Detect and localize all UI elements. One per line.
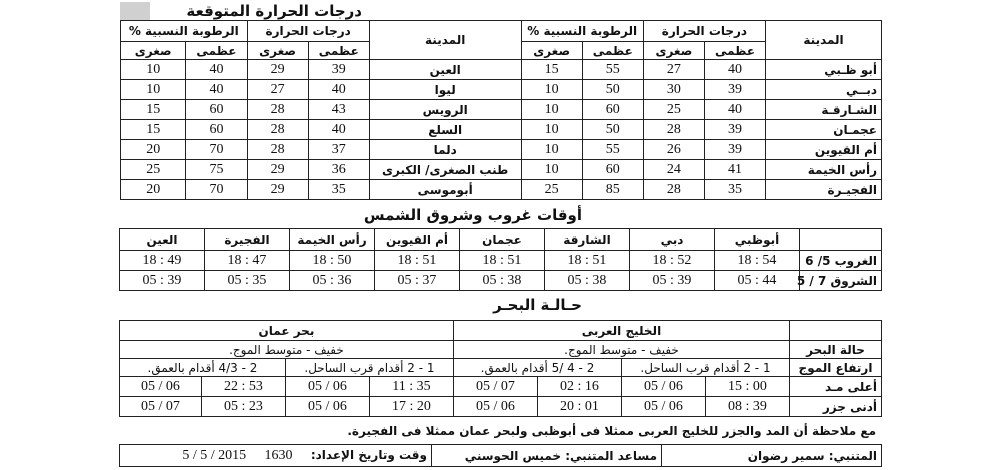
table-row xyxy=(121,80,882,100)
sunset-label: الغروب 5/ 6 xyxy=(800,251,882,271)
weather-bulletin-sheet xyxy=(120,0,882,470)
temp-min: 28 xyxy=(643,120,704,140)
temp-min: 25 xyxy=(643,100,704,120)
humidity-min: 15 xyxy=(521,60,582,80)
temp-min: 24 xyxy=(643,160,704,180)
oman-header: بحر عمان xyxy=(119,321,453,341)
footer-table xyxy=(119,444,882,467)
temp-max: 35 xyxy=(704,180,765,200)
temp-max: 43 xyxy=(308,100,369,120)
temp-max: 39 xyxy=(308,60,369,80)
table-row xyxy=(121,120,882,140)
city-name: العين xyxy=(369,60,521,80)
temp-min: 28 xyxy=(247,100,308,120)
table-row xyxy=(121,100,882,120)
sunrise-time: 05 : 44 xyxy=(715,271,800,291)
sunset-time: 18 : 50 xyxy=(290,251,375,271)
temp-min: 29 xyxy=(247,60,308,80)
sunrise-time: 05 : 35 xyxy=(205,271,290,291)
temp-min: 30 xyxy=(643,80,704,100)
low-tide-value: 05 : 23 xyxy=(201,397,285,417)
low-tide-value: 20 : 01 xyxy=(538,397,622,417)
low-tide-value: 08 : 39 xyxy=(706,397,790,417)
col-min-header: صغرى xyxy=(121,42,186,60)
humidity-max: 70 xyxy=(186,140,247,160)
city-name: أم القيوين xyxy=(766,140,882,160)
city-name: أبو ظـبي xyxy=(766,60,882,80)
sun-city-header: أم القيوين xyxy=(375,229,460,251)
humidity-max: 55 xyxy=(582,60,643,80)
table-row xyxy=(121,160,882,180)
temp-max: 39 xyxy=(704,120,765,140)
humidity-max: 60 xyxy=(582,100,643,120)
temp-min: 29 xyxy=(247,160,308,180)
humidity-max: 40 xyxy=(186,80,247,100)
city-name: دلما xyxy=(369,140,521,160)
high-tide-label: أعلى مـد xyxy=(790,377,882,397)
temp-max: 36 xyxy=(308,160,369,180)
temp-min: 29 xyxy=(247,180,308,200)
gulf-sea-state: خفيف - متوسط الموج. xyxy=(453,341,789,359)
humidity-min: 15 xyxy=(121,120,186,140)
high-tide-value: 11 : 35 xyxy=(369,377,453,397)
sun-times-table xyxy=(119,228,882,291)
temp-min: 28 xyxy=(247,140,308,160)
sea-state-label: حالة البحر xyxy=(790,341,882,359)
issue-time-date xyxy=(120,445,432,467)
sun-city-header: رأس الخيمة xyxy=(290,229,375,251)
humidity-max: 50 xyxy=(582,120,643,140)
humidity-max: 85 xyxy=(582,180,643,200)
city-name: دبــي xyxy=(766,80,882,100)
gulf-header: الخليج العربى xyxy=(453,321,789,341)
humidity-max: 50 xyxy=(582,80,643,100)
sea-state-title: حـالـة البحـر xyxy=(493,296,582,314)
humidity-max: 60 xyxy=(582,160,643,180)
high-tide-value: 05 / 06 xyxy=(119,377,201,397)
header-shade xyxy=(120,2,150,20)
col-min-header: صغرى xyxy=(247,42,308,60)
table-row xyxy=(121,180,882,200)
sunrise-time: 05 : 38 xyxy=(545,271,630,291)
temp-max: 35 xyxy=(308,180,369,200)
col-city-header-right: المدينة xyxy=(766,21,882,60)
wave-height-label: ارتفاع الموج xyxy=(790,359,882,377)
humidity-min: 20 xyxy=(121,140,186,160)
low-tide-value: 17 : 20 xyxy=(369,397,453,417)
low-tide-value: 05 / 06 xyxy=(622,397,706,417)
col-temp-header-right: درجات الحرارة xyxy=(643,21,765,42)
sun-city-header: العين xyxy=(120,229,205,251)
oman-sea-state: خفيف - متوسط الموج. xyxy=(119,341,453,359)
city-name: الرويس xyxy=(369,100,521,120)
temp-min: 28 xyxy=(247,120,308,140)
forecaster-name: المتنبي: سمير رضوان xyxy=(662,445,882,467)
humidity-min: 20 xyxy=(121,180,186,200)
low-tide-value: 05 / 06 xyxy=(285,397,369,417)
city-name: الشـارقـة xyxy=(766,100,882,120)
table-row xyxy=(121,60,882,80)
low-tide-label: أدنى جزر xyxy=(790,397,882,417)
humidity-min: 15 xyxy=(121,100,186,120)
sun-city-header: الشارقة xyxy=(545,229,630,251)
sunset-time: 18 : 47 xyxy=(205,251,290,271)
sunset-time: 18 : 51 xyxy=(545,251,630,271)
sun-city-header: أبوظبي xyxy=(715,229,800,251)
assistant-forecaster-name: مساعد المتنبي: خميس الحوسني xyxy=(432,445,662,467)
temp-max: 41 xyxy=(704,160,765,180)
high-tide-value: 22 : 53 xyxy=(201,377,285,397)
sunrise-time: 05 : 36 xyxy=(290,271,375,291)
humidity-max: 70 xyxy=(186,180,247,200)
high-tide-value: 02 : 16 xyxy=(538,377,622,397)
sun-city-header: الفجيرة xyxy=(205,229,290,251)
col-max-header: عظمى xyxy=(704,42,765,60)
col-humidity-header-right: الرطوبة النسبية % xyxy=(521,21,643,42)
humidity-min: 25 xyxy=(521,180,582,200)
humidity-min: 10 xyxy=(521,100,582,120)
sunset-time: 18 : 51 xyxy=(460,251,545,271)
temp-max: 39 xyxy=(704,80,765,100)
humidity-max: 60 xyxy=(186,100,247,120)
sunset-time: 18 : 51 xyxy=(375,251,460,271)
sunrise-time: 05 : 39 xyxy=(630,271,715,291)
low-tide-value: 05 / 06 xyxy=(453,397,537,417)
humidity-min: 10 xyxy=(521,140,582,160)
high-tide-value: 05 / 07 xyxy=(453,377,537,397)
city-name: أبوموسى xyxy=(369,180,521,200)
temp-min: 28 xyxy=(643,180,704,200)
temp-min: 27 xyxy=(247,80,308,100)
col-max-header: عظمى xyxy=(308,42,369,60)
high-tide-value: 05 / 06 xyxy=(285,377,369,397)
gulf-wave-deep: 2 - 4 /5 أقدام بالعمق. xyxy=(453,359,621,377)
city-name: عجمـان xyxy=(766,120,882,140)
temp-max: 37 xyxy=(308,140,369,160)
issue-time: 1630 xyxy=(264,447,293,463)
temp-max: 40 xyxy=(704,60,765,80)
humidity-max: 75 xyxy=(186,160,247,180)
city-name: ليوا xyxy=(369,80,521,100)
sunset-time: 18 : 54 xyxy=(715,251,800,271)
col-min-header: صغرى xyxy=(643,42,704,60)
sun-times-title: أوقات غروب وشروق الشمس xyxy=(363,206,582,224)
city-name: طنب الصغرى/ الكبرى xyxy=(369,160,521,180)
sun-city-header: عجمان xyxy=(460,229,545,251)
table-row xyxy=(121,140,882,160)
issue-label: وقت وتاريخ الإعداد: xyxy=(310,447,427,462)
col-max-header: عظمى xyxy=(582,42,643,60)
humidity-max: 40 xyxy=(186,60,247,80)
sunrise-time: 05 : 37 xyxy=(375,271,460,291)
sun-city-header: دبي xyxy=(630,229,715,251)
high-tide-value: 05 / 06 xyxy=(622,377,706,397)
temp-min: 26 xyxy=(643,140,704,160)
tide-note: مع ملاحظة أن المد والجزر للخليج العربى ممثلا فى أبوظبى ولبحر عمان ممثلا فى الفجيرة. xyxy=(347,424,876,438)
humidity-max: 55 xyxy=(582,140,643,160)
temp-max: 40 xyxy=(308,120,369,140)
humidity-min: 25 xyxy=(121,160,186,180)
col-min-header: صغرى xyxy=(521,42,582,60)
temp-max: 39 xyxy=(704,140,765,160)
gulf-wave-near: 1 - 2 أقدام قرب الساحل. xyxy=(622,359,790,377)
col-city-header-left: المدينة xyxy=(369,21,521,60)
humidity-max: 60 xyxy=(186,120,247,140)
sunrise-time: 05 : 39 xyxy=(120,271,205,291)
sea-state-table xyxy=(119,320,882,417)
temp-max: 40 xyxy=(704,100,765,120)
sun-corner-cell xyxy=(800,229,882,251)
city-name: رأس الخيمة xyxy=(766,160,882,180)
humidity-min: 10 xyxy=(521,80,582,100)
humidity-min: 10 xyxy=(521,120,582,140)
low-tide-value: 05 / 07 xyxy=(119,397,201,417)
col-max-header: عظمى xyxy=(186,42,247,60)
sunset-time: 18 : 49 xyxy=(120,251,205,271)
sunset-time: 18 : 52 xyxy=(630,251,715,271)
oman-wave-near: 1 - 2 أقدام قرب الساحل. xyxy=(285,359,453,377)
temp-min: 27 xyxy=(643,60,704,80)
sunrise-time: 05 : 38 xyxy=(460,271,545,291)
high-tide-value: 15 : 00 xyxy=(706,377,790,397)
city-name: الفجيـرة xyxy=(766,180,882,200)
humidity-min: 10 xyxy=(121,60,186,80)
col-temp-header-left: درجات الحرارة xyxy=(247,21,369,42)
temperatures-title: درجات الحرارة المتوقعة xyxy=(186,2,362,20)
humidity-min: 10 xyxy=(121,80,186,100)
temperatures-table xyxy=(120,20,882,200)
issue-date: 2015 / 5 / 5 xyxy=(182,447,247,463)
humidity-min: 10 xyxy=(521,160,582,180)
sea-corner-cell xyxy=(790,321,882,341)
temp-max: 40 xyxy=(308,80,369,100)
city-name: السلع xyxy=(369,120,521,140)
oman-wave-deep: 2 - 4/3 أقدام بالعمق. xyxy=(119,359,285,377)
sunrise-label: الشروق 7 / 5 xyxy=(800,271,882,291)
col-humidity-header-left: الرطوبة النسبية % xyxy=(121,21,248,42)
